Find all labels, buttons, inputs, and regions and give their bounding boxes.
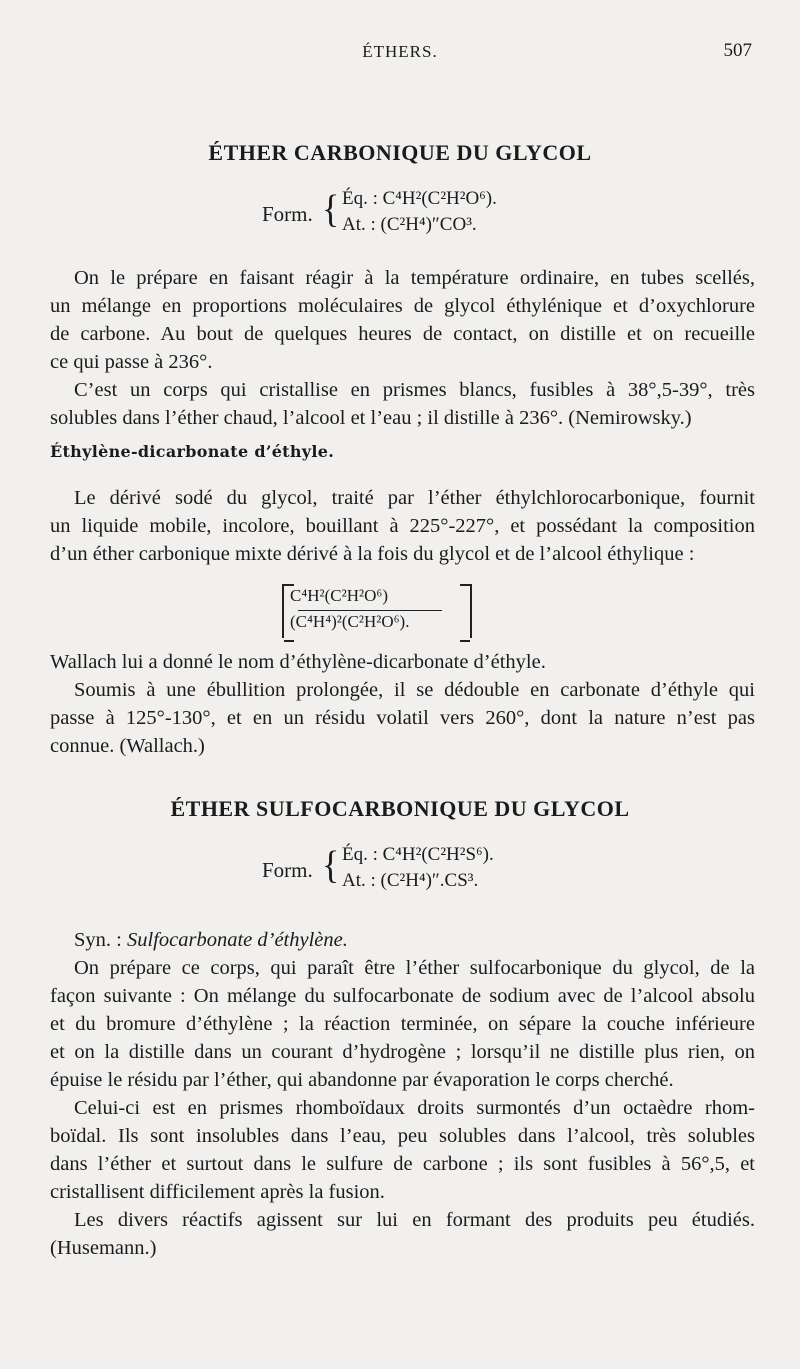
text-line: solubles dans l’éther chaud, l’alcool et l’eau ; il distille à 236°. (Nemirowsky.) <box>50 407 692 429</box>
brace-icon: { <box>322 843 340 887</box>
formula-equivalent: Éq. : C⁴H²(C²H²S⁶). <box>342 844 494 865</box>
text-line: de carbone. Au bout de quelques heures de contact, on distille et on recueille <box>50 323 755 345</box>
paragraph-reactifs <box>50 1206 755 1262</box>
text-line: d’un éther carbonique mixte dérivé à la fois du glycol et de l’alcool éthylique : <box>50 543 695 565</box>
paragraph-wallach-name <box>50 648 755 676</box>
section-title-carbonique: ÉTHER CARBONIQUE DU GLYCOL <box>208 140 592 165</box>
page-number: 507 <box>723 40 752 61</box>
text-line: un mélange en proportions moléculaires de glycol éthylénique et d’oxychlorure <box>50 295 755 317</box>
text-line: dans l’éther et surtout dans le sulfure de carbone ; ils sont fusibles à 56°,5, et <box>50 1153 755 1175</box>
synonym-line <box>50 926 755 954</box>
section-title-sulfocarbonique: ÉTHER SULFOCARBONIQUE DU GLYCOL <box>170 796 630 821</box>
text-line: et on la distille dans un courant d’hydrogène ; lorsqu’il ne distille plus rien, on <box>50 1041 755 1063</box>
text-line: passe à 125°-130°, et en un résidu volatil vers 260°, dont la nature n’est pas <box>50 707 755 729</box>
formula-atomic: At. : (C²H⁴)″CO³. <box>342 214 477 235</box>
formula-rule <box>298 610 442 611</box>
text-line: façon suivante : On mélange du sulfocarbonate de sodium avec de l’alcool absolu <box>50 985 755 1007</box>
text-line: Celui-ci est en prismes rhomboïdaux droits surmontés d’un octaèdre rhom- <box>74 1097 755 1119</box>
paragraph-ebullition <box>50 676 755 760</box>
formula-block-sulfocarbonique <box>262 844 562 904</box>
running-head: ÉTHERS. <box>362 42 438 61</box>
text-line: (Husemann.) <box>50 1237 157 1259</box>
synonym-label: Syn. : <box>74 929 127 951</box>
synonym-value: Sulfocarbonate d’éthylène. <box>126 929 348 951</box>
text-line <box>50 926 755 954</box>
text-line: Le dérivé sodé du glycol, traité par l’éther éthylchlorocarbonique, fournit <box>74 487 755 509</box>
paragraph-sodium-derivative <box>50 484 755 568</box>
formula-equivalent: Éq. : C⁴H²(C²H²O⁶). <box>342 188 497 209</box>
paragraph-preparation <box>50 264 755 376</box>
text-line: ce qui passe à 236°. <box>50 351 213 373</box>
text-line: C’est un corps qui cristallise en prismes blancs, fusibles à 38°,5-39°, très <box>74 379 755 401</box>
brace-icon: { <box>322 187 340 231</box>
formula-label: Form. <box>262 202 313 226</box>
text-line: connue. (Wallach.) <box>50 735 205 757</box>
formula-label: Form. <box>262 858 313 882</box>
text-line: un liquide mobile, incolore, bouillant à 225°-227°, et possédant la composition <box>50 515 755 537</box>
subsection-heading: Éthylène-dicarbonate d’éthyle. <box>50 442 335 461</box>
text-line: Wallach lui a donné le nom d’éthylène-dicarbonate d’éthyle. <box>50 651 546 673</box>
text-line: cristallisent difficilement après la fusion. <box>50 1181 385 1203</box>
text-line: On prépare ce corps, qui paraît être l’éther sulfocarbonique du glycol, de la <box>74 957 755 979</box>
paragraph-sulfo-preparation <box>50 954 755 1094</box>
text-line: Soumis à une ébullition prolongée, il se dédouble en carbonate d’éthyle qui <box>74 679 755 701</box>
formula-denominator: (C⁴H⁴)²(C²H²O⁶). <box>290 612 410 631</box>
formula-block-carbonique <box>262 188 562 248</box>
paragraph-properties <box>50 376 755 432</box>
text-line: boïdal. Ils sont insolubles dans l’eau, peu solubles dans l’alcool, très solubles <box>50 1125 755 1147</box>
text-line: Les divers réactifs agissent sur lui en formant des produits peu étudiés. <box>74 1209 755 1231</box>
formula-numerator: C⁴H²(C²H²O⁶) <box>290 586 388 605</box>
text-line: épuise le résidu par l’éther, qui abandonne par évaporation le corps cherché. <box>50 1069 674 1091</box>
formula-atomic: At. : (C²H⁴)″.CS³. <box>342 870 479 891</box>
text-line: et du bromure d’éthylène ; la réaction terminée, on sépare la couche inférieure <box>50 1013 755 1035</box>
text-line: On le prépare en faisant réagir à la température ordinaire, en tubes scellés, <box>74 267 755 289</box>
bracket-formula <box>282 584 472 638</box>
paragraph-sulfo-properties <box>50 1094 755 1206</box>
